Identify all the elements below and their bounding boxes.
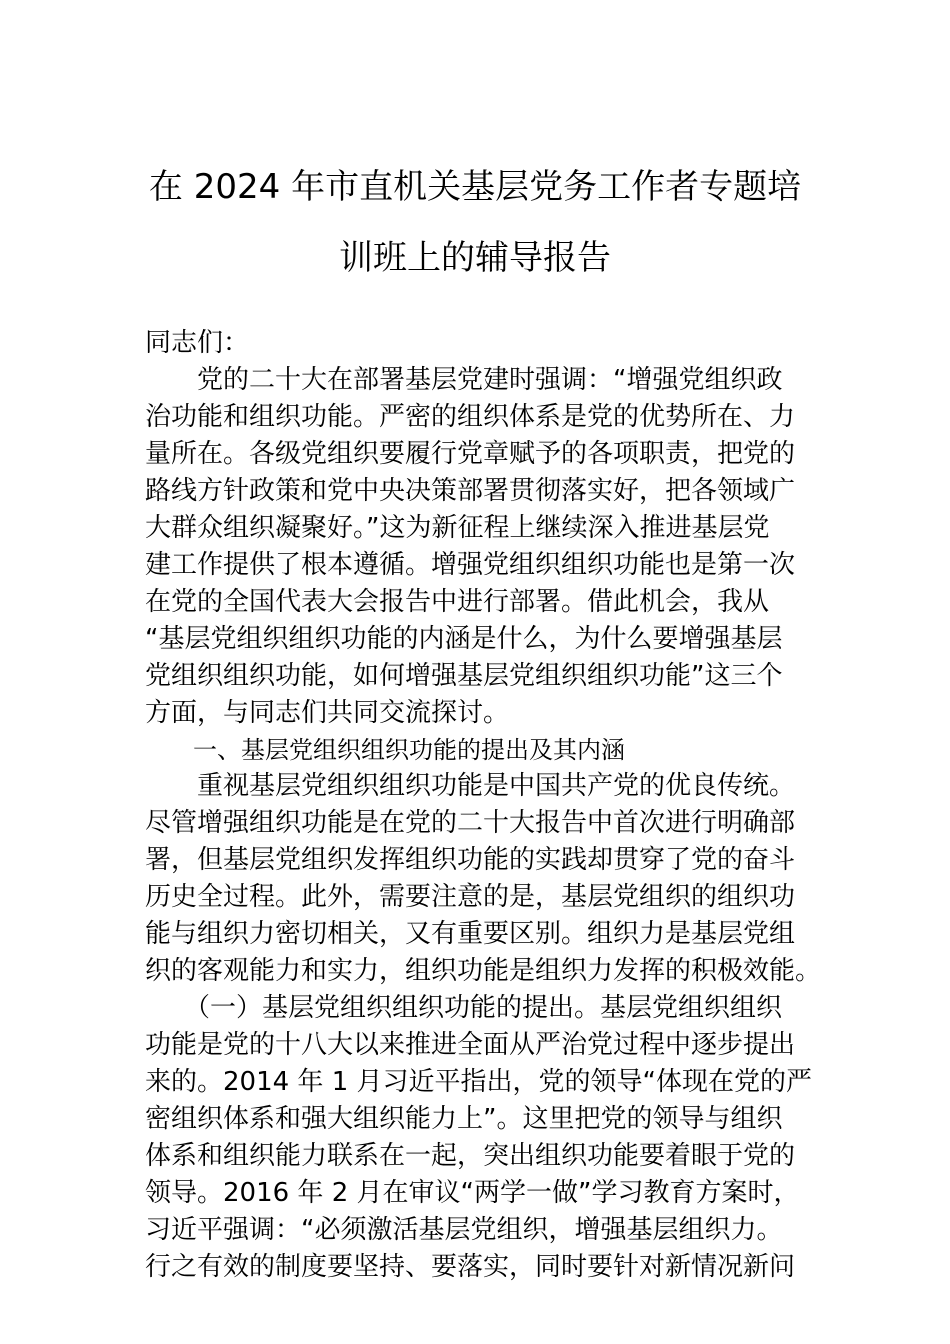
body-line: “基层党组织组织功能的内涵是什么，为什么要增强基层 — [145, 624, 783, 654]
body-line: 密组织体系和强大组织能力上”。这里把党的领导与组织 — [145, 1104, 783, 1134]
body-line: 体系和组织能力联系在一起，突出组织功能要着眼于党的 — [145, 1141, 796, 1171]
document-title-line-2: 训班上的辅导报告 — [339, 238, 611, 278]
body-line: 建工作提供了根本遵循。增强党组织组织功能也是第一次 — [145, 550, 796, 580]
body-line: 尽管增强组织功能是在党的二十大报告中首次进行明确部 — [145, 808, 796, 838]
body-line: 方面，与同志们共同交流探讨。 — [145, 698, 510, 728]
body-line: 织的客观能力和实力，组织功能是组织力发挥的积极效能。 — [145, 956, 822, 986]
body-line: 行之有效的制度要坚持、要落实，同时要针对新情况新问 — [145, 1252, 796, 1282]
body-line: 能与组织力密切相关，又有重要区别。组织力是基层党组 — [145, 919, 796, 949]
body-line: 重视基层党组织组织功能是中国共产党的优良传统。 — [145, 771, 796, 801]
body-line: 大群众组织凝聚好。”这为新征程上继续深入推进基层党 — [145, 513, 770, 543]
body-line: （一）基层党组织组织功能的提出。基层党组织组织 — [145, 993, 783, 1023]
body-line: 量所在。各级党组织要履行党章赋予的各项职责，把党的 — [145, 439, 796, 469]
body-line: 历史全过程。此外，需要注意的是，基层党组织的组织功 — [145, 882, 796, 912]
body-line: 党组织组织功能，如何增强基层党组织组织功能”这三个 — [145, 661, 783, 691]
section-heading: 一、基层党组织组织功能的提出及其内涵 — [145, 736, 625, 764]
body-line: 来的。2014 年 1 月习近平指出，党的领导“体现在党的严 — [145, 1067, 812, 1097]
body-line: 习近平强调：“必须激活基层党组织，增强基层组织力。 — [145, 1215, 783, 1245]
body-line: 治功能和组织功能。严密的组织体系是党的优势所在、力 — [145, 402, 796, 432]
body-line: 在党的全国代表大会报告中进行部署。借此机会，我从 — [145, 587, 770, 617]
salutation: 同志们： — [145, 328, 250, 358]
document-title-line-1: 在 2024 年市直机关基层党务工作者专题培 — [148, 167, 802, 207]
body-line: 路线方针政策和党中央决策部署贯彻落实好，把各领域广 — [145, 476, 796, 506]
body-line: 领导。2016 年 2 月在审议“两学一做”学习教育方案时， — [145, 1178, 800, 1208]
body-line: 署，但基层党组织发挥组织功能的实践却贯穿了党的奋斗 — [145, 845, 796, 875]
body-line: 功能是党的十八大以来推进全面从严治党过程中逐步提出 — [145, 1030, 796, 1060]
body-line: 党的二十大在部署基层党建时强调：“增强党组织政 — [145, 365, 783, 395]
